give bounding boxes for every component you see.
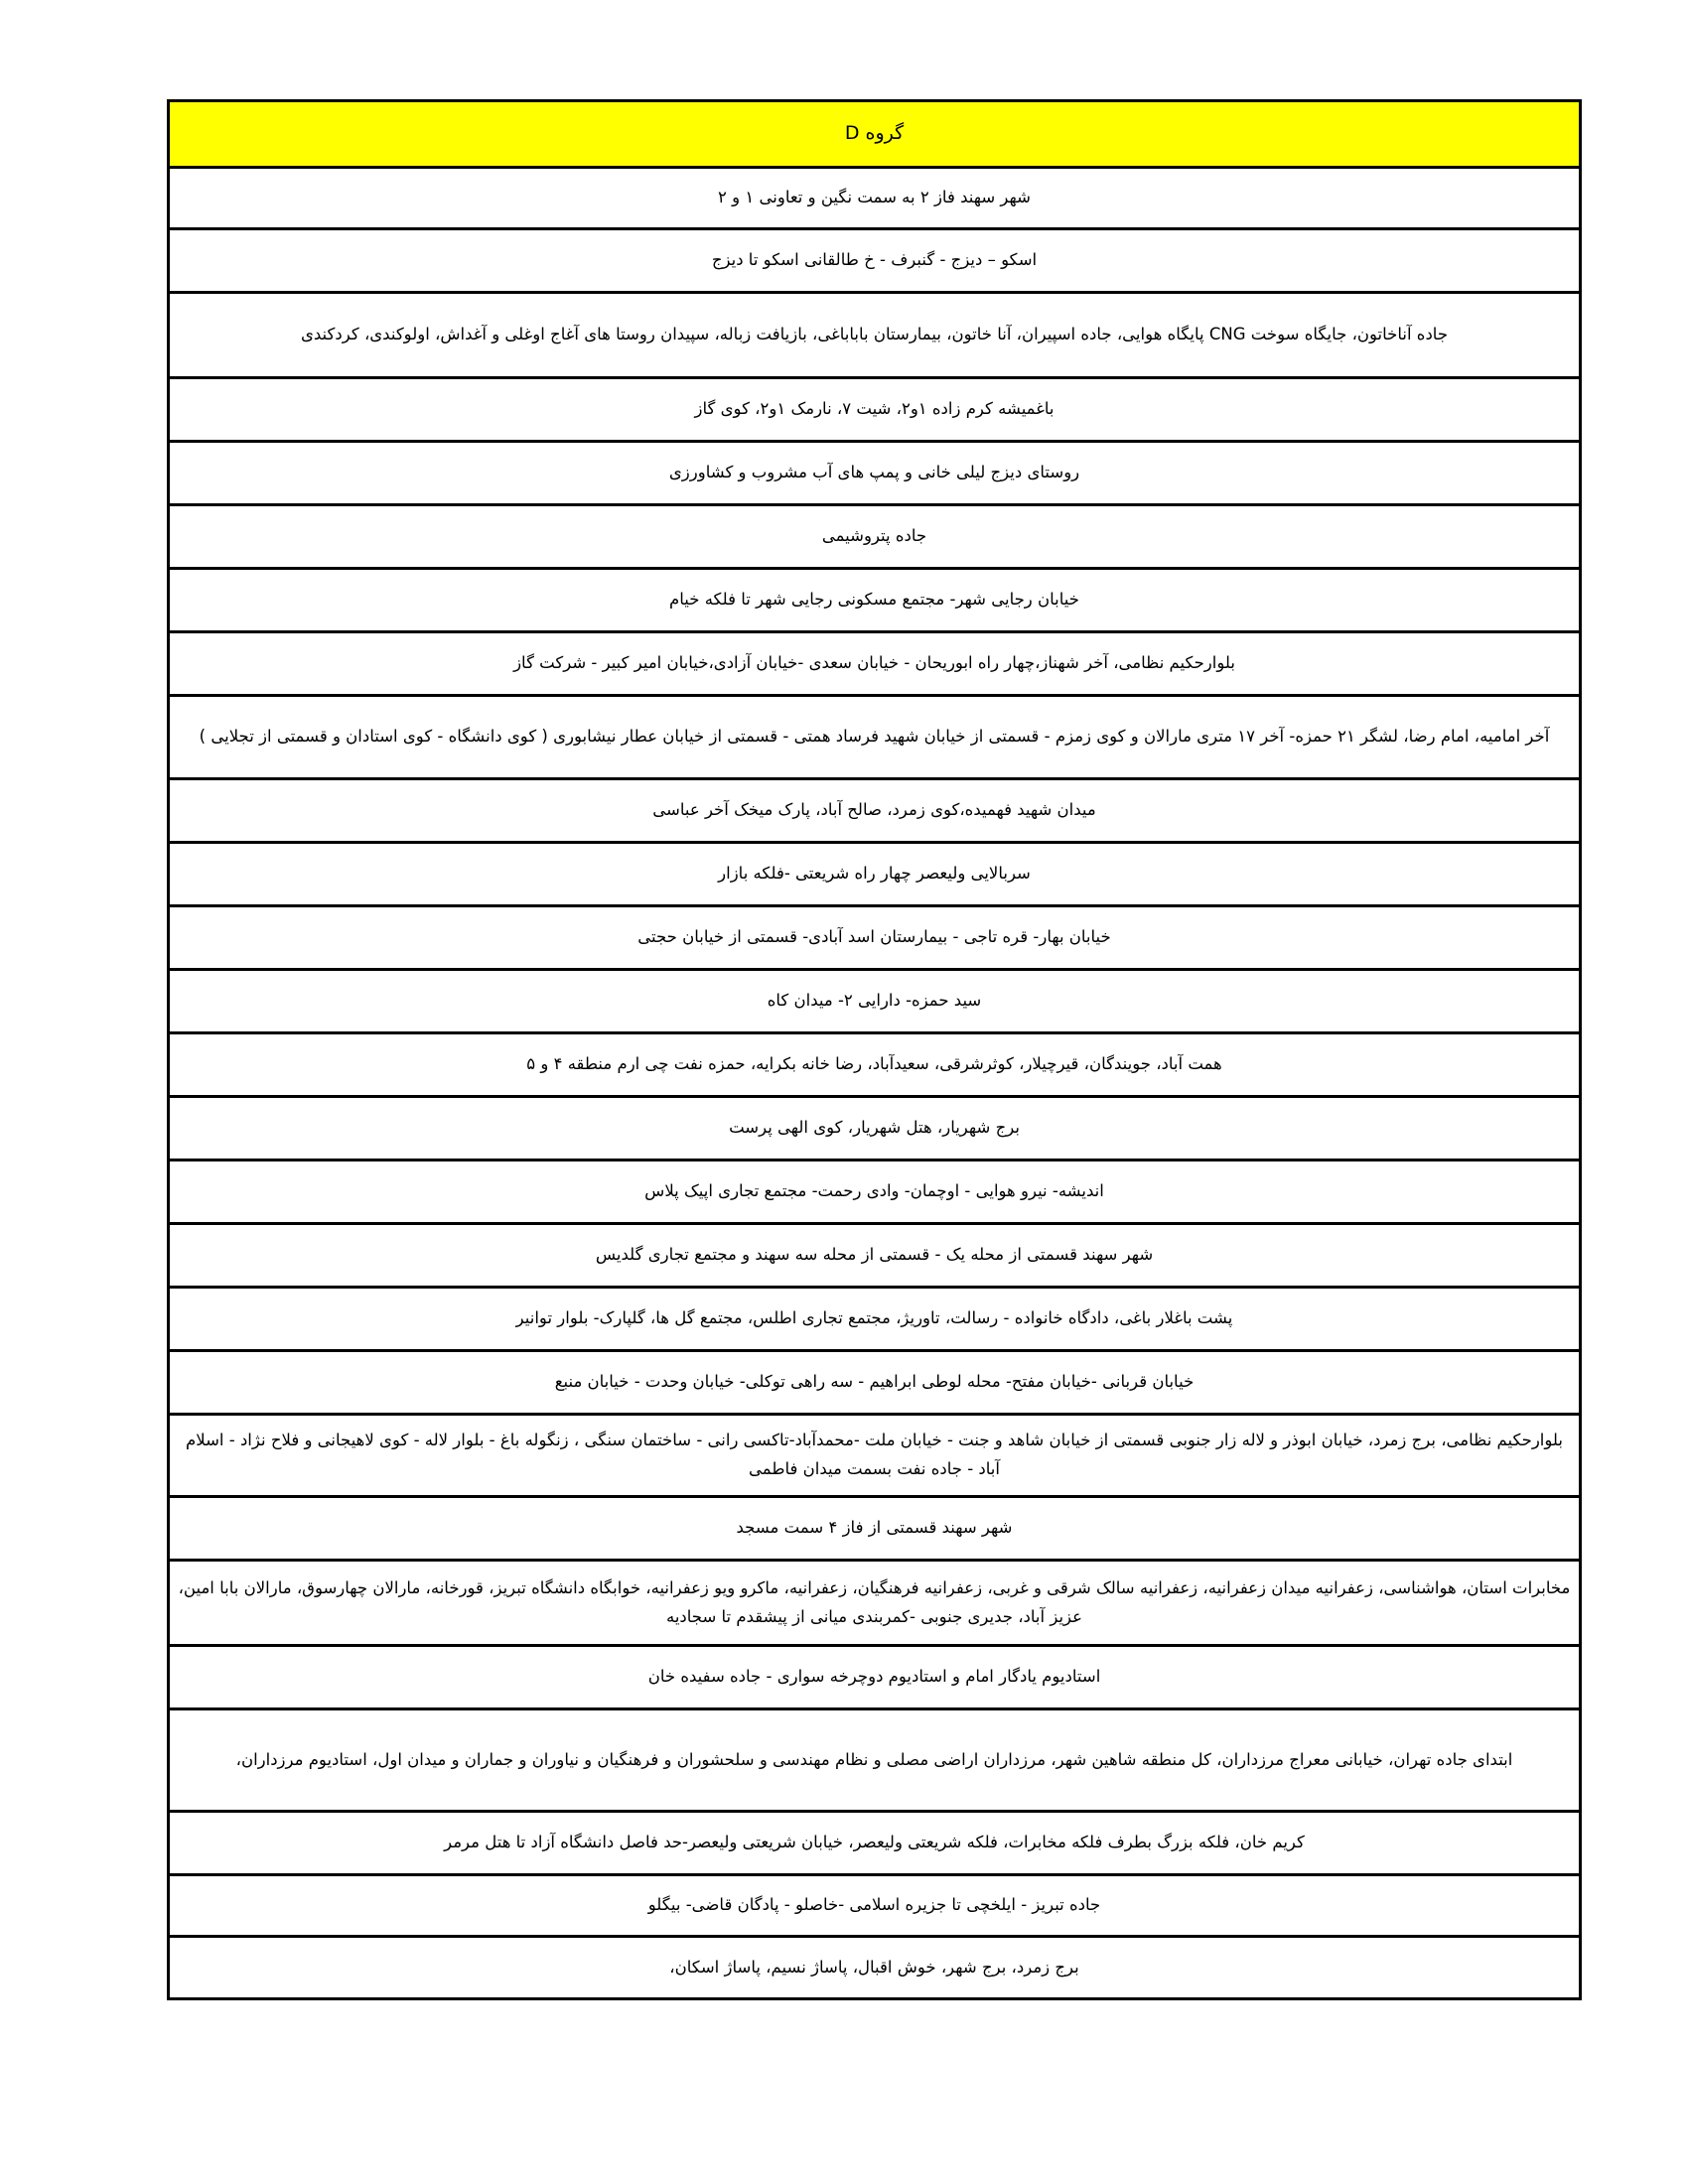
row-text: کریم خان، فلکه بزرگ بطرف فلکه مخابرات، فلکه شریعتی ولیعصر، خیابان شریعتی ولیعصر-حد فاصل دانشگاه آزاد تا هتل مرمر: [444, 1833, 1305, 1852]
row-text: بلوارحکیم نظامی، آخر شهناز،چهار راه ابوریحان - خیابان سعدی -خیابان آزادی،خیابان امیر کبیر - شرکت گاز: [513, 653, 1235, 673]
table-row: [170, 630, 1579, 694]
table-row: [170, 1095, 1579, 1159]
row-text: ابتدای جاده تهران، خیابانی معراج مرزداران، کل منطقه شاهین شهر، مرزداران اراضی مصلی و نظام مهندسی و سلحشوران و فرهنگیان و نیاوران و جماران و میدان اول، استادیوم مرزداران،: [235, 1749, 1513, 1769]
table-row: [170, 376, 1579, 440]
row-text: همت آباد، جویندگان، قیرچیلار، کوثرشرقی، سعیدآباد، رضا خانه بکرایه، حمزه نفت چی ارم منطقه ۴ و ۵: [526, 1054, 1222, 1074]
zones-table: [167, 99, 1582, 2000]
row-text: شهر سهند قسمتی از محله یک - قسمتی از محله سه سهند و مجتمع تجاری گلدیس: [595, 1245, 1154, 1265]
table-row: [170, 1810, 1579, 1873]
row-text: شهر سهند فاز ۲ به سمت نگین و تعاونی ۱ و ۲: [718, 188, 1031, 207]
table-row: [170, 1559, 1579, 1644]
table-row: [170, 1031, 1579, 1095]
row-text: جاده تبریز - ایلخچی تا جزیره اسلامی -خاصلو - پادگان قاضی- بیگلو: [647, 1895, 1101, 1915]
row-text: باغمیشه کرم زاده ۱و۲، شیت ۷، نارمک ۱و۲، کوی گاز: [694, 399, 1055, 419]
table-row: [170, 227, 1579, 291]
table-row: [170, 503, 1579, 567]
table-row: [170, 1935, 1579, 1997]
table-row: [170, 1873, 1579, 1935]
row-text: سید حمزه- دارایی ۲- میدان کاه: [767, 991, 982, 1011]
table-row: [170, 777, 1579, 841]
table-row: [170, 1222, 1579, 1286]
table-row: [170, 1159, 1579, 1222]
row-text: خیابان بهار- قره تاجی - بیمارستان اسد آبادی- قسمتی از خیابان حجتی: [637, 927, 1111, 947]
table-header: [170, 102, 1579, 166]
table-row: [170, 904, 1579, 968]
row-text: سربالایی ولیعصر چهار راه شریعتی -فلکه بازار: [718, 864, 1031, 884]
row-text: برج زمرد، برج شهر، خوش اقبال، پاساژ نسیم، پاساژ اسکان،: [669, 1957, 1079, 1977]
table-row: [170, 1644, 1579, 1707]
table-row: [170, 1413, 1579, 1495]
row-text: مخابرات استان، هواشناسی، زعفرانیه میدان زعفرانیه، زعفرانیه سالک شرقی و غربی، زعفرانیه فرهنگیان، زعفرانیه، ماکرو ویو زعفرانیه، خوابگاه دانشگاه تبریز، قورخانه، مارالان چهارسوق، مارالان بابا امین، عزیز آباد، جدیری جنوبی -کمربندی میانی از پیشقدم تا سجادیه: [178, 1577, 1571, 1626]
table-row: [170, 291, 1579, 376]
row-text: میدان شهید فهمیده،کوی زمرد، صالح آباد، پارک میخک آخر عباسی: [652, 800, 1096, 820]
table-row: [170, 841, 1579, 904]
table-row: [170, 968, 1579, 1031]
row-text: جاده پتروشیمی: [821, 526, 927, 546]
table-row: [170, 166, 1579, 227]
row-text: پشت باغلار باغی، دادگاه خانواده - رسالت، تاوریژ، مجتمع تجاری اطلس، مجتمع گل ها، گلپارک- بلوار توانیر: [515, 1308, 1233, 1328]
row-text: اسکو – دیزج - گنبرف - خ طالقانی اسکو تا دیزج: [711, 250, 1038, 270]
table-row: [170, 567, 1579, 630]
row-text: شهر سهند قسمتی از فاز ۴ سمت مسجد: [736, 1518, 1013, 1538]
row-text: اندیشه- نیرو هوایی - اوچمان- وادی رحمت- مجتمع تجاری اپیک پلاس: [644, 1181, 1104, 1201]
row-text: برج شهریار، هتل شهریار، کوی الهی پرست: [729, 1118, 1020, 1138]
table-row: [170, 1349, 1579, 1413]
table-row: [170, 694, 1579, 777]
table-row: [170, 440, 1579, 503]
row-text: آخر امامیه، امام رضا، لشگر ۲۱ حمزه- آخر ۱۷ متری مارالان و کوی زمزم - قسمتی از خیابان شهید فرساد همتی - قسمتی از خیابان عطار نیشابوری ( کوی دانشگاه - کوی استادان و قسمتی از تجلایی ): [199, 727, 1550, 747]
row-text: استادیوم یادگار امام و استادیوم دوچرخه سواری - جاده سفیده خان: [647, 1667, 1101, 1687]
row-text: جاده آناخاتون، جایگاه سوخت CNG پایگاه هوایی، جاده اسپیران، آنا خاتون، بیمارستان باباباغی، بازیافت زباله، سپیدان روستا های آغاج اوغلی و آغداش، اولوکندی، کردکندی: [300, 325, 1449, 344]
row-text: خیابان قربانی -خیابان مفتح- محله لوطی ابراهیم - سه راهی توکلی- خیابان وحدت - خیابان منبع: [554, 1372, 1195, 1392]
row-text: بلوارحکیم نظامی، برج زمرد، خیابان ابوذر و لاله زار جنوبی قسمتی از خیابان شاهد و جنت - خیابان ملت -محمدآباد-تاکسی رانی - ساختمان سنگی ، زنگوله باغ - بلوار لاله - کوی لاهیجانی و فلاح نژاد - اسلام آباد - جاده نفت بسمت میدان فاطمی: [186, 1431, 1563, 1478]
table-row: [170, 1286, 1579, 1349]
group-title: گروه D: [844, 122, 905, 145]
row-text: خیابان رجایی شهر- مجتمع مسکونی رجایی شهر تا فلکه خیام: [669, 590, 1079, 610]
table-row: [170, 1495, 1579, 1559]
row-text: روستای دیزج لیلی خانی و پمپ های آب مشروب و کشاورزی: [668, 463, 1080, 482]
table-row: [170, 1707, 1579, 1810]
